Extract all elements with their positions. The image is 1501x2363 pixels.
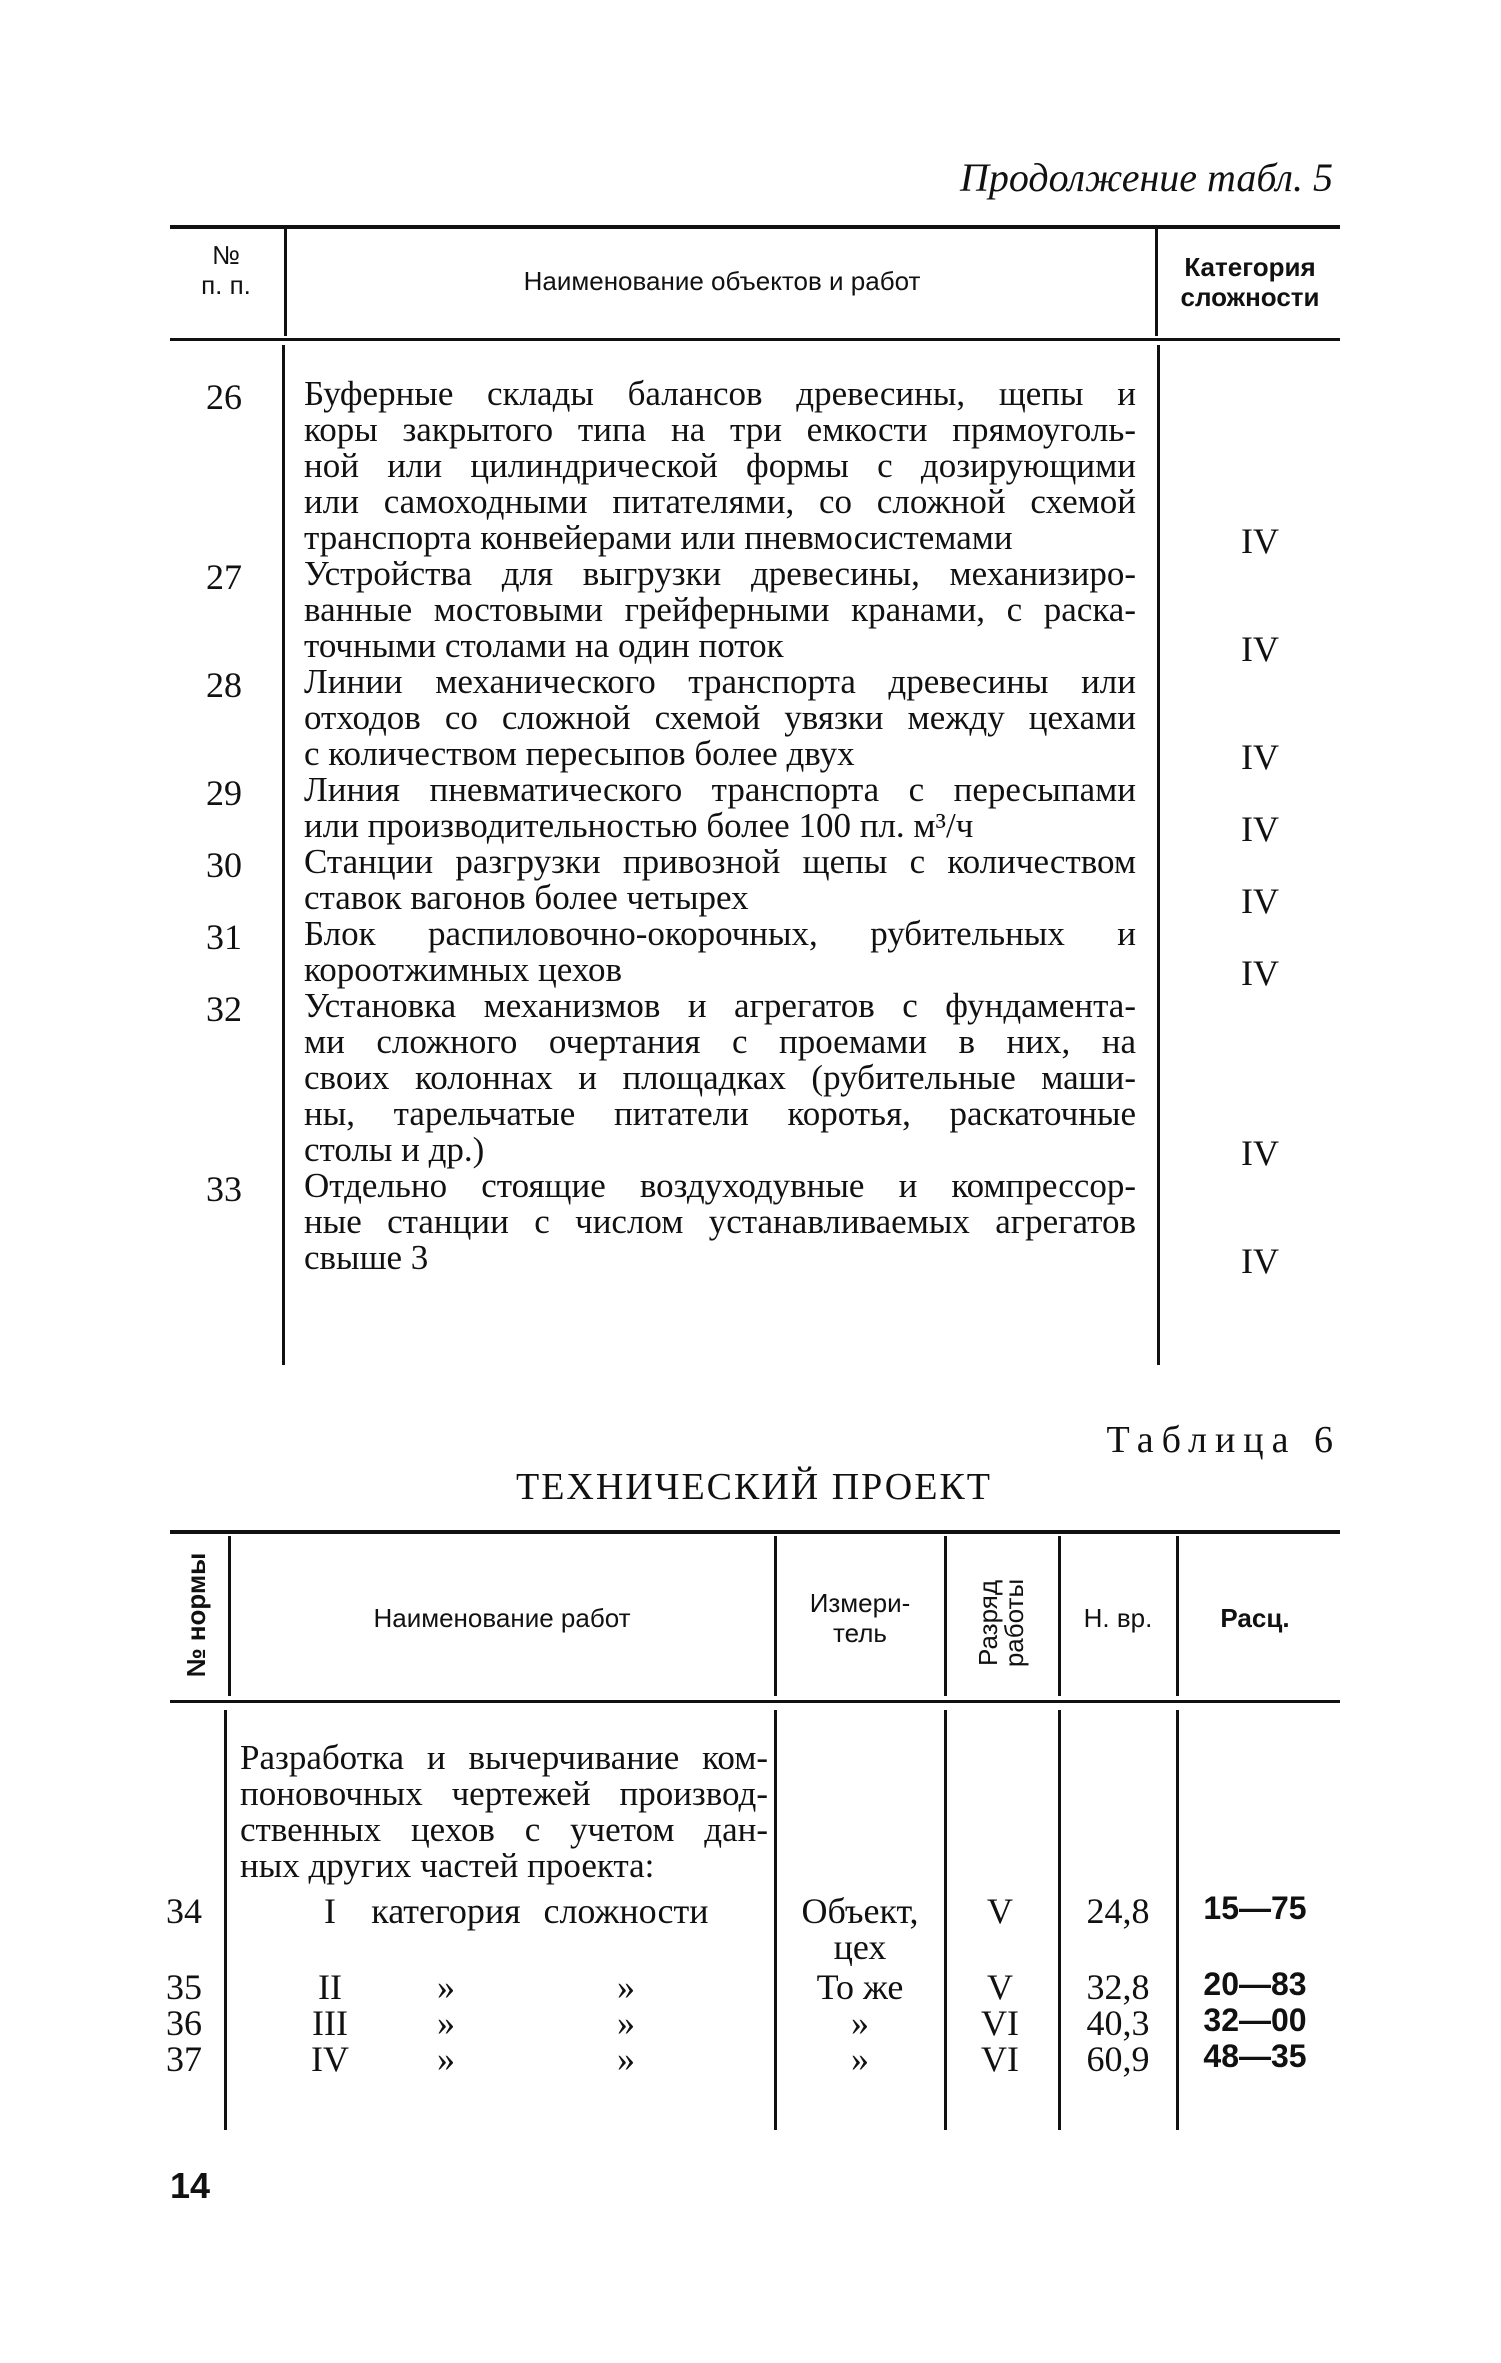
table5-top-rule (170, 225, 1340, 229)
table5-header-name: Наименование объектов и работ (523, 266, 921, 296)
complexity-category: I (324, 1891, 336, 1931)
description-line: транспорта конвейерами или пневмосистемами (304, 518, 1013, 557)
rate-price: 20—83 (1203, 1966, 1307, 2002)
table5-header-divider-1 (284, 228, 287, 336)
table6-intro (240, 1740, 768, 1884)
description-line: Станции разгрузки привозной щепы с количеством (304, 842, 1136, 881)
norm-number: 37 (166, 2039, 202, 2079)
table6-body-divider-3 (944, 1710, 947, 2130)
table6-header-divider-5 (1176, 1536, 1179, 1696)
description-line: короотжимных цехов (304, 950, 623, 989)
description-line: Отдельно стоящие воздуходувные и компрессор- (304, 1166, 1136, 1205)
work-grade: VI (981, 2003, 1019, 2043)
table5-header-rule (170, 338, 1340, 341)
row-number: 33 (206, 1169, 242, 1209)
description-line: точными столами на один поток (304, 626, 784, 665)
description-line: свыше 3 (304, 1238, 429, 1277)
description-line: ны, тарельчатые питатели коротья, раскаточные (304, 1094, 1136, 1133)
complexity-word-2: » (617, 1967, 635, 2007)
norm-number: 36 (166, 2003, 202, 2043)
table6-label: Таблица 6 (1106, 1419, 1341, 1461)
table6-header-num: № нормы (181, 1552, 211, 1678)
norm-number: 34 (166, 1891, 202, 1931)
row-description (304, 664, 1136, 772)
intro-line: ственных цехов с учетом дан- (240, 1810, 768, 1849)
table6-body-divider-2 (774, 1710, 777, 2130)
complexity-word-2: » (617, 2039, 635, 2079)
row-category: IV (1241, 881, 1279, 921)
description-line: ные станции с числом устанавливаемых агрегатов (304, 1202, 1136, 1241)
complexity-word-1: категория (371, 1891, 521, 1931)
table5-body-divider-1 (282, 345, 285, 1365)
work-grade: V (987, 1891, 1013, 1931)
complexity-word-1: » (437, 1967, 455, 2007)
unit-of-measure: » (851, 2039, 869, 2079)
row-category: IV (1241, 737, 1279, 777)
row-description (304, 376, 1136, 556)
table6-top-rule (170, 1530, 1340, 1534)
complexity-word-2: сложности (543, 1891, 709, 1931)
complexity-category: III (312, 2003, 348, 2043)
description-line: ной или цилиндрической формы с дозирующими (304, 446, 1136, 485)
rate-price: 48—35 (1203, 2038, 1307, 2074)
row-number: 27 (206, 557, 242, 597)
description-line: отходов со сложной схемой увязки между цехами (304, 698, 1136, 737)
row-description (304, 844, 1136, 916)
row-number: 31 (206, 917, 242, 957)
description-line: Устройства для выгрузки древесины, механизиро- (304, 554, 1136, 593)
norm-number: 35 (166, 1967, 202, 2007)
description-line: ми сложного очертания с проемами в них, на (304, 1022, 1136, 1061)
intro-line: поновочных чертежей производ- (240, 1774, 768, 1813)
time-norm: 60,9 (1086, 2039, 1150, 2079)
complexity-category: II (318, 1967, 342, 2007)
row-category: IV (1241, 809, 1279, 849)
row-number: 29 (206, 773, 242, 813)
rate-price: 32—00 (1203, 2002, 1307, 2038)
row-description (304, 988, 1136, 1168)
row-category: IV (1241, 1133, 1279, 1173)
row-description (304, 556, 1136, 664)
table6-header-name: Наименование работ (373, 1603, 631, 1633)
row-number: 30 (206, 845, 242, 885)
unit-of-measure: » (851, 2003, 869, 2043)
table6-body-divider-1 (224, 1710, 227, 2130)
description-line: своих колоннах и площадках (рубительные маши- (304, 1058, 1136, 1097)
unit-of-measure: Объект, (801, 1891, 919, 1931)
table6-body-divider-4 (1058, 1710, 1061, 2130)
table5-header-divider-2 (1155, 228, 1158, 336)
row-description (304, 916, 1136, 988)
description-line: или самоходными питателями, со сложной схемой (304, 482, 1136, 521)
table6-header-grade: Разряд работы (973, 1578, 1029, 1668)
description-line: или производительностью более 100 пл. м³/ч (304, 806, 974, 845)
table6-title: ТЕХНИЧЕСКИЙ ПРОЕКТ (516, 1466, 992, 1508)
row-number: 28 (206, 665, 242, 705)
complexity-word-1: » (437, 2003, 455, 2043)
row-number: 32 (206, 989, 242, 1029)
time-norm: 32,8 (1086, 1967, 1150, 2007)
table-continuation-label: Продолжение табл. 5 (959, 155, 1333, 200)
complexity-word-1: » (437, 2039, 455, 2079)
description-line: Буферные склады балансов древесины, щепы и (304, 374, 1136, 413)
description-line: Линии механического транспорта древесины или (304, 662, 1136, 701)
table6-header-divider-2 (774, 1536, 777, 1696)
table6-header-rate: Расц. (1220, 1603, 1290, 1633)
page-number: 14 (170, 2165, 211, 2206)
work-grade: VI (981, 2039, 1019, 2079)
row-category: IV (1241, 1241, 1279, 1281)
row-description (304, 1168, 1136, 1276)
table6-header-nvr: Н. вр. (1083, 1603, 1153, 1633)
table6-body-divider-5 (1176, 1710, 1179, 2130)
description-line: коры закрытого типа на три емкости прямоуголь- (304, 410, 1136, 449)
rate-price: 15—75 (1203, 1890, 1307, 1926)
row-category: IV (1241, 629, 1279, 669)
table6-header-divider-4 (1058, 1536, 1061, 1696)
table5-header-category: Категория сложности (1180, 252, 1320, 312)
description-line: ванные мостовыми грейферными кранами, с раска- (304, 590, 1136, 629)
intro-line: Разработка и вычерчивание ком- (240, 1738, 768, 1777)
row-description (304, 772, 1136, 844)
table6-header-divider-1 (228, 1536, 231, 1696)
table6-header-rule (170, 1700, 1340, 1703)
complexity-word-2: » (617, 2003, 635, 2043)
complexity-category: IV (311, 2039, 349, 2079)
description-line: столы и др.) (304, 1130, 485, 1169)
table5-body-divider-2 (1157, 345, 1160, 1365)
description-line: Линия пневматического транспорта с пересыпами (304, 770, 1136, 809)
time-norm: 24,8 (1086, 1891, 1150, 1931)
table5-header-num: № п. п. (201, 240, 251, 300)
intro-line: ных других частей проекта: (240, 1846, 655, 1885)
description-line: ставок вагонов более четырех (304, 878, 749, 917)
table6-header-divider-3 (944, 1536, 947, 1696)
description-line: с количеством пересыпов более двух (304, 734, 855, 773)
time-norm: 40,3 (1086, 2003, 1150, 2043)
table6-header-unit: Измери- тель (809, 1588, 911, 1648)
row-number: 26 (206, 377, 242, 417)
description-line: Установка механизмов и агрегатов с фундамента- (304, 986, 1136, 1025)
row-category: IV (1241, 521, 1279, 561)
work-grade: V (987, 1967, 1013, 2007)
unit-of-measure-2: цех (833, 1927, 887, 1967)
unit-of-measure: То же (816, 1967, 904, 2007)
row-category: IV (1241, 953, 1279, 993)
description-line: Блок распиловочно-окорочных, рубительных и (304, 914, 1136, 953)
